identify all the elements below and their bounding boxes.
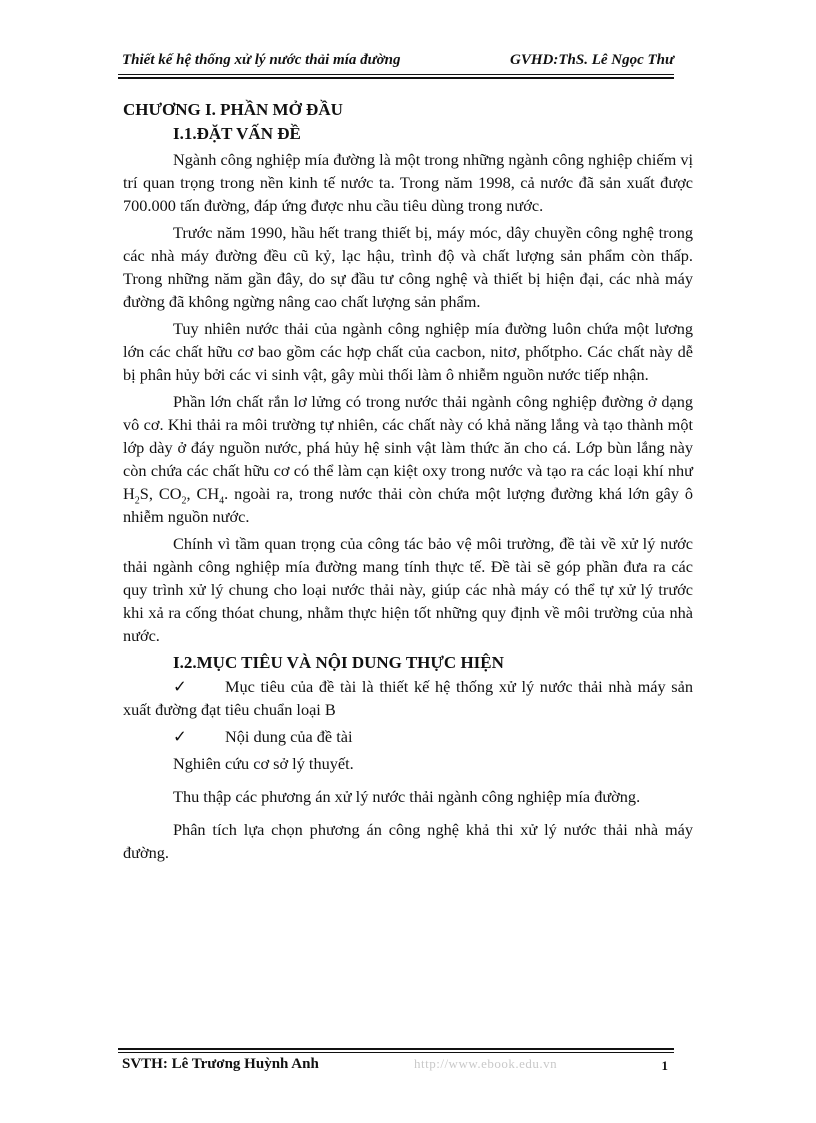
chapter-title: CHƯƠNG I. PHẦN MỞ ĐẦU	[123, 100, 343, 119]
paragraph: Nghiên cứu cơ sở lý thuyết.	[173, 754, 354, 773]
paragraph: Thu thập các phương án xử lý nước thải ngành công nghiệp mía đường.	[173, 787, 641, 806]
header-advisor: GVHD:ThS. Lê Ngọc Thư	[510, 52, 674, 68]
section-heading-1: I.1.ĐẶT VẤN ĐỀ	[173, 124, 301, 143]
page-content	[123, 98, 693, 874]
paragraph: Trước năm 1990, hầu hết trang thiết bị, máy móc, dây chuyền công nghệ trong các nhà máy đường đều cũ kỷ, lạc hậu, trình độ và chất lượng sản phẩm còn thấp. Trong những năm gần đây, do sự đầu tư công nghệ và thiết bị hiện đại, các nhà máy đường đã không ngừng nâng cao chất lượng sản phẩm.	[123, 223, 693, 311]
page-header	[122, 52, 674, 74]
subscript: 2	[134, 495, 140, 507]
paragraph: Tuy nhiên nước thải của ngành công nghiệp mía đường luôn chứa một lương lớn các chất hữu cơ bao gồm các hợp chất của cacbon, nitơ, phốtpho. Các chất này dễ bị phân hủy bởi các vi sinh vật, gây mùi thối làm ô nhiễm nguồn nước tiếp nhận.	[123, 319, 693, 384]
checklist-item	[123, 675, 693, 721]
paragraph	[123, 390, 693, 528]
check-icon: ✓	[173, 677, 187, 696]
section-heading-2: I.2.MỤC TIÊU VÀ NỘI DUNG THỰC HIỆN	[173, 653, 504, 672]
paragraph: Phân tích lựa chọn phương án công nghệ khả thi xử lý nước thải nhà máy đường.	[123, 820, 693, 862]
paragraph-text: Phần lớn chất rắn lơ lửng có trong nước thải ngành công nghiệp đường ở dạng vô cơ. Khi thải ra môi trường tự nhiên, các chất này có khả năng lắng và tạo thành một lớp dày ở đáy nguồn nước, phá hủy hệ sinh vật làm thức ăn cho cá. Lớp bùn lắng này còn chứa các chất hữu cơ có thể làm cạn kiệt oxy trong nước và tạo ra các loại khí như H	[123, 392, 693, 503]
subscript: 2	[181, 495, 187, 507]
paragraph-text: , CH	[186, 484, 220, 503]
page-footer	[122, 1056, 668, 1078]
paragraph: Ngành công nghiệp mía đường là một trong những ngành công nghiệp chiếm vị trí quan trọng trong nền kinh tế nước ta. Trong năm 1998, cả nước đã sản xuất được 700.000 tấn đường, đáp ứng được nhu cầu tiêu dùng trong nước.	[123, 150, 693, 215]
checklist-item	[123, 725, 693, 748]
header-title: Thiết kế hệ thống xử lý nước thải mía đường	[122, 52, 401, 68]
footer-author: SVTH: Lê Trương Huỳnh Anh	[122, 1056, 319, 1072]
checklist-text: Mục tiêu của đề tài là thiết kế hệ thống xử lý nước thải nhà máy sản xuất đường đạt tiêu chuẩn loại B	[123, 677, 693, 719]
paragraph-text: . ngoài ra, trong nước thải còn chứa một lượng đường khá lớn gây ô nhiễm nguồn nước.	[123, 484, 693, 526]
paragraph-text: S, CO	[139, 484, 182, 503]
subscript: 4	[219, 495, 225, 507]
checklist-text: Nội dung của đề tài	[225, 727, 353, 746]
footer-rule-thick	[118, 1048, 674, 1050]
footer-watermark-url[interactable]: http://www.ebook.edu.vn	[414, 1056, 558, 1071]
check-icon: ✓	[173, 727, 187, 746]
header-rule-thin	[118, 74, 674, 75]
paragraph: Chính vì tầm quan trọng của công tác bảo vệ môi trường, đề tài về xử lý nước thải ngành công nghiệp mía đường mang tính thực tế. Đề tài sẽ góp phần đưa ra các quy trình xử lý chung cho loại nước thải này, giúp các nhà máy có thể tự xử lý trước khi xả ra cống thóat chung, nhằm thực hiện tốt những quy định về môi trường của nhà nước.	[123, 534, 693, 645]
footer-rule-thin	[118, 1052, 674, 1053]
page-number: 1	[661, 1058, 668, 1073]
header-rule-thick	[118, 77, 674, 79]
